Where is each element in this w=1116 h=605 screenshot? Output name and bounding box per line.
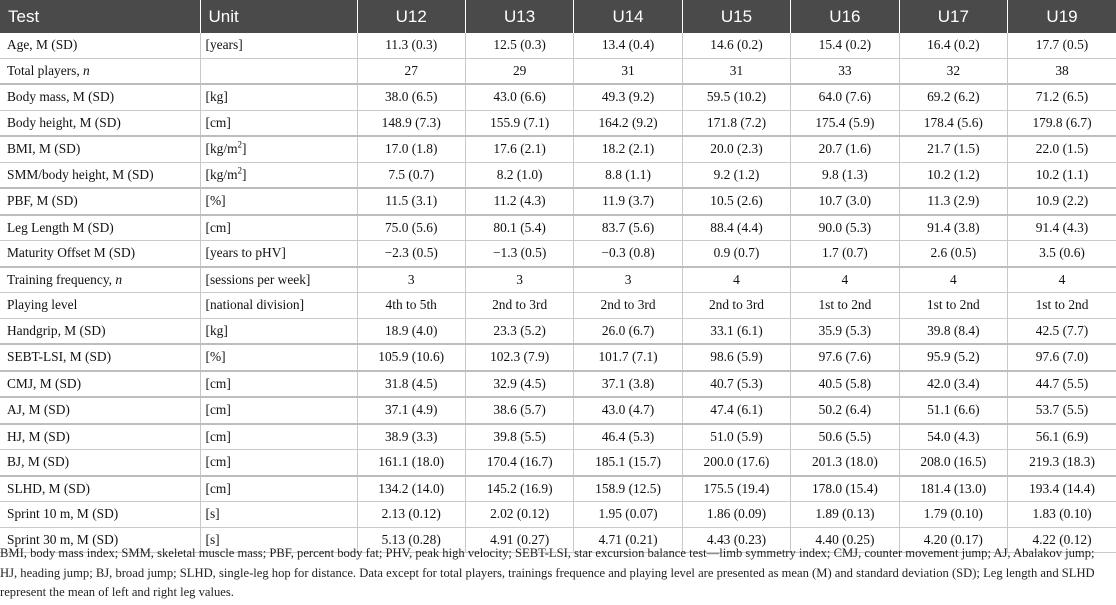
cell-value-u19: 1.83 (0.10): [1008, 502, 1116, 528]
table-row: [0, 84, 1116, 110]
cell-value-u15: 200.0 (17.6): [682, 450, 790, 476]
table-row: [0, 110, 1116, 136]
cell-value-u19: 56.1 (6.9): [1008, 424, 1116, 450]
cell-value-u14: 43.0 (4.7): [574, 397, 682, 424]
cell-value-u14: 101.7 (7.1): [574, 344, 682, 371]
cell-value-u14: 13.4 (0.4): [574, 33, 682, 58]
cell-value-u16: 50.6 (5.5): [791, 424, 899, 450]
unit-bracket: ]: [242, 141, 247, 157]
cell-value-u19: 97.6 (7.0): [1008, 344, 1116, 371]
unit-text: [kg/m: [205, 166, 238, 182]
cell-value-u13: 4.91 (0.27): [465, 527, 573, 553]
cell-value-u19: 10.2 (1.1): [1008, 162, 1116, 188]
cell-value-u12: 11.3 (0.3): [357, 33, 465, 58]
cell-value-u14: 46.4 (5.3): [574, 424, 682, 450]
cell-value-u16: 64.0 (7.6): [791, 84, 899, 110]
cell-value-u19: 3.5 (0.6): [1008, 241, 1116, 267]
unit-text: [cm]: [205, 114, 231, 130]
cell-unit: [200, 84, 357, 110]
cell-value-u12: 148.9 (7.3): [357, 110, 465, 136]
cell-value-u17: 21.7 (1.5): [899, 136, 1007, 162]
table-row: [0, 450, 1116, 476]
cell-value-u16: 15.4 (0.2): [791, 33, 899, 58]
table-row: [0, 33, 1116, 58]
header-u12: U12: [357, 0, 465, 33]
header-u19: U19: [1008, 0, 1116, 33]
cell-value-u12: 18.9 (4.0): [357, 318, 465, 344]
cell-value-u12: 105.9 (10.6): [357, 344, 465, 371]
cell-test: Age, M (SD): [0, 33, 200, 58]
cell-value-u13: 2.02 (0.12): [465, 502, 573, 528]
cell-value-u19: 4.22 (0.12): [1008, 527, 1116, 553]
unit-text: [cm]: [205, 402, 231, 418]
cell-test: SLHD, M (SD): [0, 476, 200, 502]
cell-value-u12: 75.0 (5.6): [357, 215, 465, 241]
unit-text: [%]: [205, 193, 226, 209]
cell-unit: [200, 318, 357, 344]
cell-value-u17: 208.0 (16.5): [899, 450, 1007, 476]
cell-test: BJ, M (SD): [0, 450, 200, 476]
unit-text: [cm]: [205, 480, 231, 496]
cell-test: HJ, M (SD): [0, 424, 200, 450]
cell-value-u16: 40.5 (5.8): [791, 371, 899, 398]
cell-value-u17: 178.4 (5.6): [899, 110, 1007, 136]
cell-value-u15: 4.43 (0.23): [682, 527, 790, 553]
cell-value-u16: 10.7 (3.0): [791, 188, 899, 215]
unit-text: [%]: [205, 349, 226, 365]
cell-value-u13: 80.1 (5.4): [465, 215, 573, 241]
cell-value-u15: 0.9 (0.7): [682, 241, 790, 267]
cell-value-u16: 4.40 (0.25): [791, 527, 899, 553]
unit-text: [cm]: [205, 375, 231, 391]
cell-value-u19: 10.9 (2.2): [1008, 188, 1116, 215]
cell-test: Playing level: [0, 293, 200, 319]
cell-value-u19: 42.5 (7.7): [1008, 318, 1116, 344]
cell-value-u19: 4: [1008, 267, 1116, 293]
cell-test: Total players, n: [0, 58, 200, 84]
cell-value-u16: 175.4 (5.9): [791, 110, 899, 136]
cell-value-u17: 4.20 (0.17): [899, 527, 1007, 553]
table-footnote: BMI, body mass index; SMM, skeletal muscle mass; PBF, percent body fat; PHV, peak high velocity; SEBT-LSI, star excursion balance test—limb symmetry index; CMJ, counter movement jump; AJ, Abalakov jump; HJ, heading jump; BJ, broad jump; SLHD, single-leg hop for distance. Data except for total players, trainings frequence and playing level are presented as mean (M) and standard deviation (SD); Leg length and SLHD represent the mean of left and right leg values.: [0, 546, 1095, 599]
cell-value-u17: 51.1 (6.6): [899, 397, 1007, 424]
table-row: [0, 293, 1116, 319]
cell-value-u13: 29: [465, 58, 573, 84]
cell-value-u16: 20.7 (1.6): [791, 136, 899, 162]
cell-value-u15: 4: [682, 267, 790, 293]
cell-value-u12: 7.5 (0.7): [357, 162, 465, 188]
cell-value-u17: 42.0 (3.4): [899, 371, 1007, 398]
table-row: [0, 58, 1116, 84]
cell-value-u12: 37.1 (4.9): [357, 397, 465, 424]
unit-text: [cm]: [205, 428, 231, 444]
cell-unit: [200, 162, 357, 188]
cell-value-u12: 38.0 (6.5): [357, 84, 465, 110]
cell-value-u15: 31: [682, 58, 790, 84]
cell-value-u13: 170.4 (16.7): [465, 450, 573, 476]
unit-text: [s]: [205, 506, 220, 522]
cell-value-u16: 9.8 (1.3): [791, 162, 899, 188]
cell-value-u13: 32.9 (4.5): [465, 371, 573, 398]
header-unit: Unit: [200, 0, 357, 33]
cell-value-u14: 164.2 (9.2): [574, 110, 682, 136]
unit-superscript: 2: [237, 165, 242, 176]
cell-value-u15: 33.1 (6.1): [682, 318, 790, 344]
table-row: [0, 344, 1116, 371]
cell-value-u15: 9.2 (1.2): [682, 162, 790, 188]
cell-value-u14: 2nd to 3rd: [574, 293, 682, 319]
table-row: [0, 371, 1116, 398]
cell-value-u12: 5.13 (0.28): [357, 527, 465, 553]
cell-value-u14: 4.71 (0.21): [574, 527, 682, 553]
cell-value-u13: 155.9 (7.1): [465, 110, 573, 136]
cell-unit: [200, 188, 357, 215]
cell-test: Sprint 10 m, M (SD): [0, 502, 200, 528]
cell-test: Body height, M (SD): [0, 110, 200, 136]
cell-value-u19: 193.4 (14.4): [1008, 476, 1116, 502]
cell-value-u19: 38: [1008, 58, 1116, 84]
unit-text: [kg/m: [205, 141, 238, 157]
cell-unit: [200, 344, 357, 371]
cell-value-u16: 1.7 (0.7): [791, 241, 899, 267]
cell-value-u17: 1st to 2nd: [899, 293, 1007, 319]
unit-text: [s]: [205, 531, 220, 547]
unit-text: [kg]: [205, 89, 228, 105]
cell-value-u15: 59.5 (10.2): [682, 84, 790, 110]
cell-value-u12: 4th to 5th: [357, 293, 465, 319]
table-row: [0, 502, 1116, 528]
cell-value-u14: 8.8 (1.1): [574, 162, 682, 188]
cell-test: Maturity Offset M (SD): [0, 241, 200, 267]
cell-value-u14: 37.1 (3.8): [574, 371, 682, 398]
cell-value-u17: 4: [899, 267, 1007, 293]
unit-text: [years to pHV]: [205, 245, 286, 261]
cell-value-u14: 31: [574, 58, 682, 84]
cell-value-u14: −0.3 (0.8): [574, 241, 682, 267]
cell-unit: [200, 476, 357, 502]
unit-text: [cm]: [205, 219, 231, 235]
table-row: [0, 136, 1116, 162]
table-row: [0, 318, 1116, 344]
header-u13: U13: [465, 0, 573, 33]
cell-unit: [200, 136, 357, 162]
cell-test: Leg Length M (SD): [0, 215, 200, 241]
cell-value-u19: 17.7 (0.5): [1008, 33, 1116, 58]
cell-value-u13: 17.6 (2.1): [465, 136, 573, 162]
cell-value-u13: 3: [465, 267, 573, 293]
cell-value-u13: 8.2 (1.0): [465, 162, 573, 188]
cell-value-u19: 71.2 (6.5): [1008, 84, 1116, 110]
cell-value-u13: 2nd to 3rd: [465, 293, 573, 319]
header-u17: U17: [899, 0, 1007, 33]
cell-value-u12: 27: [357, 58, 465, 84]
cell-unit: [200, 58, 357, 84]
cell-value-u19: 53.7 (5.5): [1008, 397, 1116, 424]
cell-value-u13: 12.5 (0.3): [465, 33, 573, 58]
cell-unit: [200, 450, 357, 476]
cell-value-u16: 35.9 (5.3): [791, 318, 899, 344]
cell-unit: [200, 215, 357, 241]
cell-unit: [200, 267, 357, 293]
unit-text: [national division]: [205, 297, 305, 313]
cell-value-u15: 171.8 (7.2): [682, 110, 790, 136]
cell-value-u19: 1st to 2nd: [1008, 293, 1116, 319]
cell-value-u17: 32: [899, 58, 1007, 84]
cell-value-u16: 90.0 (5.3): [791, 215, 899, 241]
unit-text: [years]: [205, 37, 243, 53]
unit-text: [sessions per week]: [205, 271, 311, 287]
header-u16: U16: [791, 0, 899, 33]
unit-bracket: ]: [242, 166, 247, 182]
table-row: [0, 397, 1116, 424]
cell-unit: [200, 241, 357, 267]
cell-value-u12: 3: [357, 267, 465, 293]
cell-value-u17: 16.4 (0.2): [899, 33, 1007, 58]
header-u15: U15: [682, 0, 790, 33]
cell-value-u12: 161.1 (18.0): [357, 450, 465, 476]
cell-value-u15: 47.4 (6.1): [682, 397, 790, 424]
table-body: [0, 33, 1116, 553]
cell-value-u14: 49.3 (9.2): [574, 84, 682, 110]
cell-value-u16: 1.89 (0.13): [791, 502, 899, 528]
cell-value-u17: 39.8 (8.4): [899, 318, 1007, 344]
cell-value-u16: 33: [791, 58, 899, 84]
cell-value-u13: 102.3 (7.9): [465, 344, 573, 371]
cell-value-u14: 1.95 (0.07): [574, 502, 682, 528]
cell-value-u16: 178.0 (15.4): [791, 476, 899, 502]
cell-test: Sprint 30 m, M (SD): [0, 527, 200, 553]
cell-value-u12: 134.2 (14.0): [357, 476, 465, 502]
table-row: [0, 162, 1116, 188]
cell-value-u16: 4: [791, 267, 899, 293]
table-row: [0, 267, 1116, 293]
cell-value-u13: 39.8 (5.5): [465, 424, 573, 450]
table-row: [0, 476, 1116, 502]
cell-value-u12: 38.9 (3.3): [357, 424, 465, 450]
cell-test: Training frequency, n: [0, 267, 200, 293]
cell-test: Body mass, M (SD): [0, 84, 200, 110]
cell-unit: [200, 424, 357, 450]
cell-value-u13: −1.3 (0.5): [465, 241, 573, 267]
cell-value-u17: 2.6 (0.5): [899, 241, 1007, 267]
cell-value-u15: 98.6 (5.9): [682, 344, 790, 371]
cell-value-u14: 18.2 (2.1): [574, 136, 682, 162]
cell-unit: [200, 502, 357, 528]
cell-value-u15: 14.6 (0.2): [682, 33, 790, 58]
header-u14: U14: [574, 0, 682, 33]
cell-value-u17: 95.9 (5.2): [899, 344, 1007, 371]
cell-value-u16: 50.2 (6.4): [791, 397, 899, 424]
cell-value-u19: 179.8 (6.7): [1008, 110, 1116, 136]
cell-unit: [200, 33, 357, 58]
cell-unit: [200, 371, 357, 398]
cell-value-u17: 181.4 (13.0): [899, 476, 1007, 502]
cell-value-u14: 26.0 (6.7): [574, 318, 682, 344]
table-row: [0, 188, 1116, 215]
cell-value-u17: 1.79 (0.10): [899, 502, 1007, 528]
cell-value-u19: 44.7 (5.5): [1008, 371, 1116, 398]
cell-test: SMM/body height, M (SD): [0, 162, 200, 188]
cell-test: AJ, M (SD): [0, 397, 200, 424]
cell-value-u14: 83.7 (5.6): [574, 215, 682, 241]
cell-value-u13: 43.0 (6.6): [465, 84, 573, 110]
unit-text: [cm]: [205, 454, 231, 470]
cell-value-u15: 1.86 (0.09): [682, 502, 790, 528]
cell-value-u12: 17.0 (1.8): [357, 136, 465, 162]
cell-value-u15: 40.7 (5.3): [682, 371, 790, 398]
cell-value-u13: 38.6 (5.7): [465, 397, 573, 424]
cell-value-u16: 1st to 2nd: [791, 293, 899, 319]
cell-value-u19: 91.4 (4.3): [1008, 215, 1116, 241]
cell-unit: [200, 293, 357, 319]
cell-value-u15: 20.0 (2.3): [682, 136, 790, 162]
cell-value-u16: 201.3 (18.0): [791, 450, 899, 476]
cell-value-u17: 91.4 (3.8): [899, 215, 1007, 241]
cell-value-u15: 10.5 (2.6): [682, 188, 790, 215]
cell-value-u17: 69.2 (6.2): [899, 84, 1007, 110]
cell-value-u13: 11.2 (4.3): [465, 188, 573, 215]
cell-value-u15: 2nd to 3rd: [682, 293, 790, 319]
cell-value-u14: 3: [574, 267, 682, 293]
cell-value-u19: 22.0 (1.5): [1008, 136, 1116, 162]
cell-value-u13: 23.3 (5.2): [465, 318, 573, 344]
cell-value-u15: 51.0 (5.9): [682, 424, 790, 450]
cell-test: Handgrip, M (SD): [0, 318, 200, 344]
cell-value-u12: 31.8 (4.5): [357, 371, 465, 398]
cell-value-u17: 11.3 (2.9): [899, 188, 1007, 215]
cell-value-u12: 11.5 (3.1): [357, 188, 465, 215]
cell-value-u14: 11.9 (3.7): [574, 188, 682, 215]
table-row: [0, 241, 1116, 267]
header-row: [0, 0, 1116, 33]
cell-value-u17: 10.2 (1.2): [899, 162, 1007, 188]
header-test: Test: [0, 0, 200, 33]
table-row: [0, 215, 1116, 241]
unit-text: [kg]: [205, 322, 228, 338]
cell-value-u14: 158.9 (12.5): [574, 476, 682, 502]
table-row: [0, 424, 1116, 450]
cell-value-u13: 145.2 (16.9): [465, 476, 573, 502]
cell-value-u15: 88.4 (4.4): [682, 215, 790, 241]
cell-test: PBF, M (SD): [0, 188, 200, 215]
cell-value-u16: 97.6 (7.6): [791, 344, 899, 371]
cell-unit: [200, 397, 357, 424]
unit-superscript: 2: [237, 139, 242, 150]
cell-value-u12: 2.13 (0.12): [357, 502, 465, 528]
cell-test: SEBT-LSI, M (SD): [0, 344, 200, 371]
cell-unit: [200, 110, 357, 136]
cell-value-u19: 219.3 (18.3): [1008, 450, 1116, 476]
cell-value-u15: 175.5 (19.4): [682, 476, 790, 502]
cell-value-u17: 54.0 (4.3): [899, 424, 1007, 450]
cell-test: BMI, M (SD): [0, 136, 200, 162]
cell-value-u12: −2.3 (0.5): [357, 241, 465, 267]
cell-value-u14: 185.1 (15.7): [574, 450, 682, 476]
cell-test: CMJ, M (SD): [0, 371, 200, 398]
